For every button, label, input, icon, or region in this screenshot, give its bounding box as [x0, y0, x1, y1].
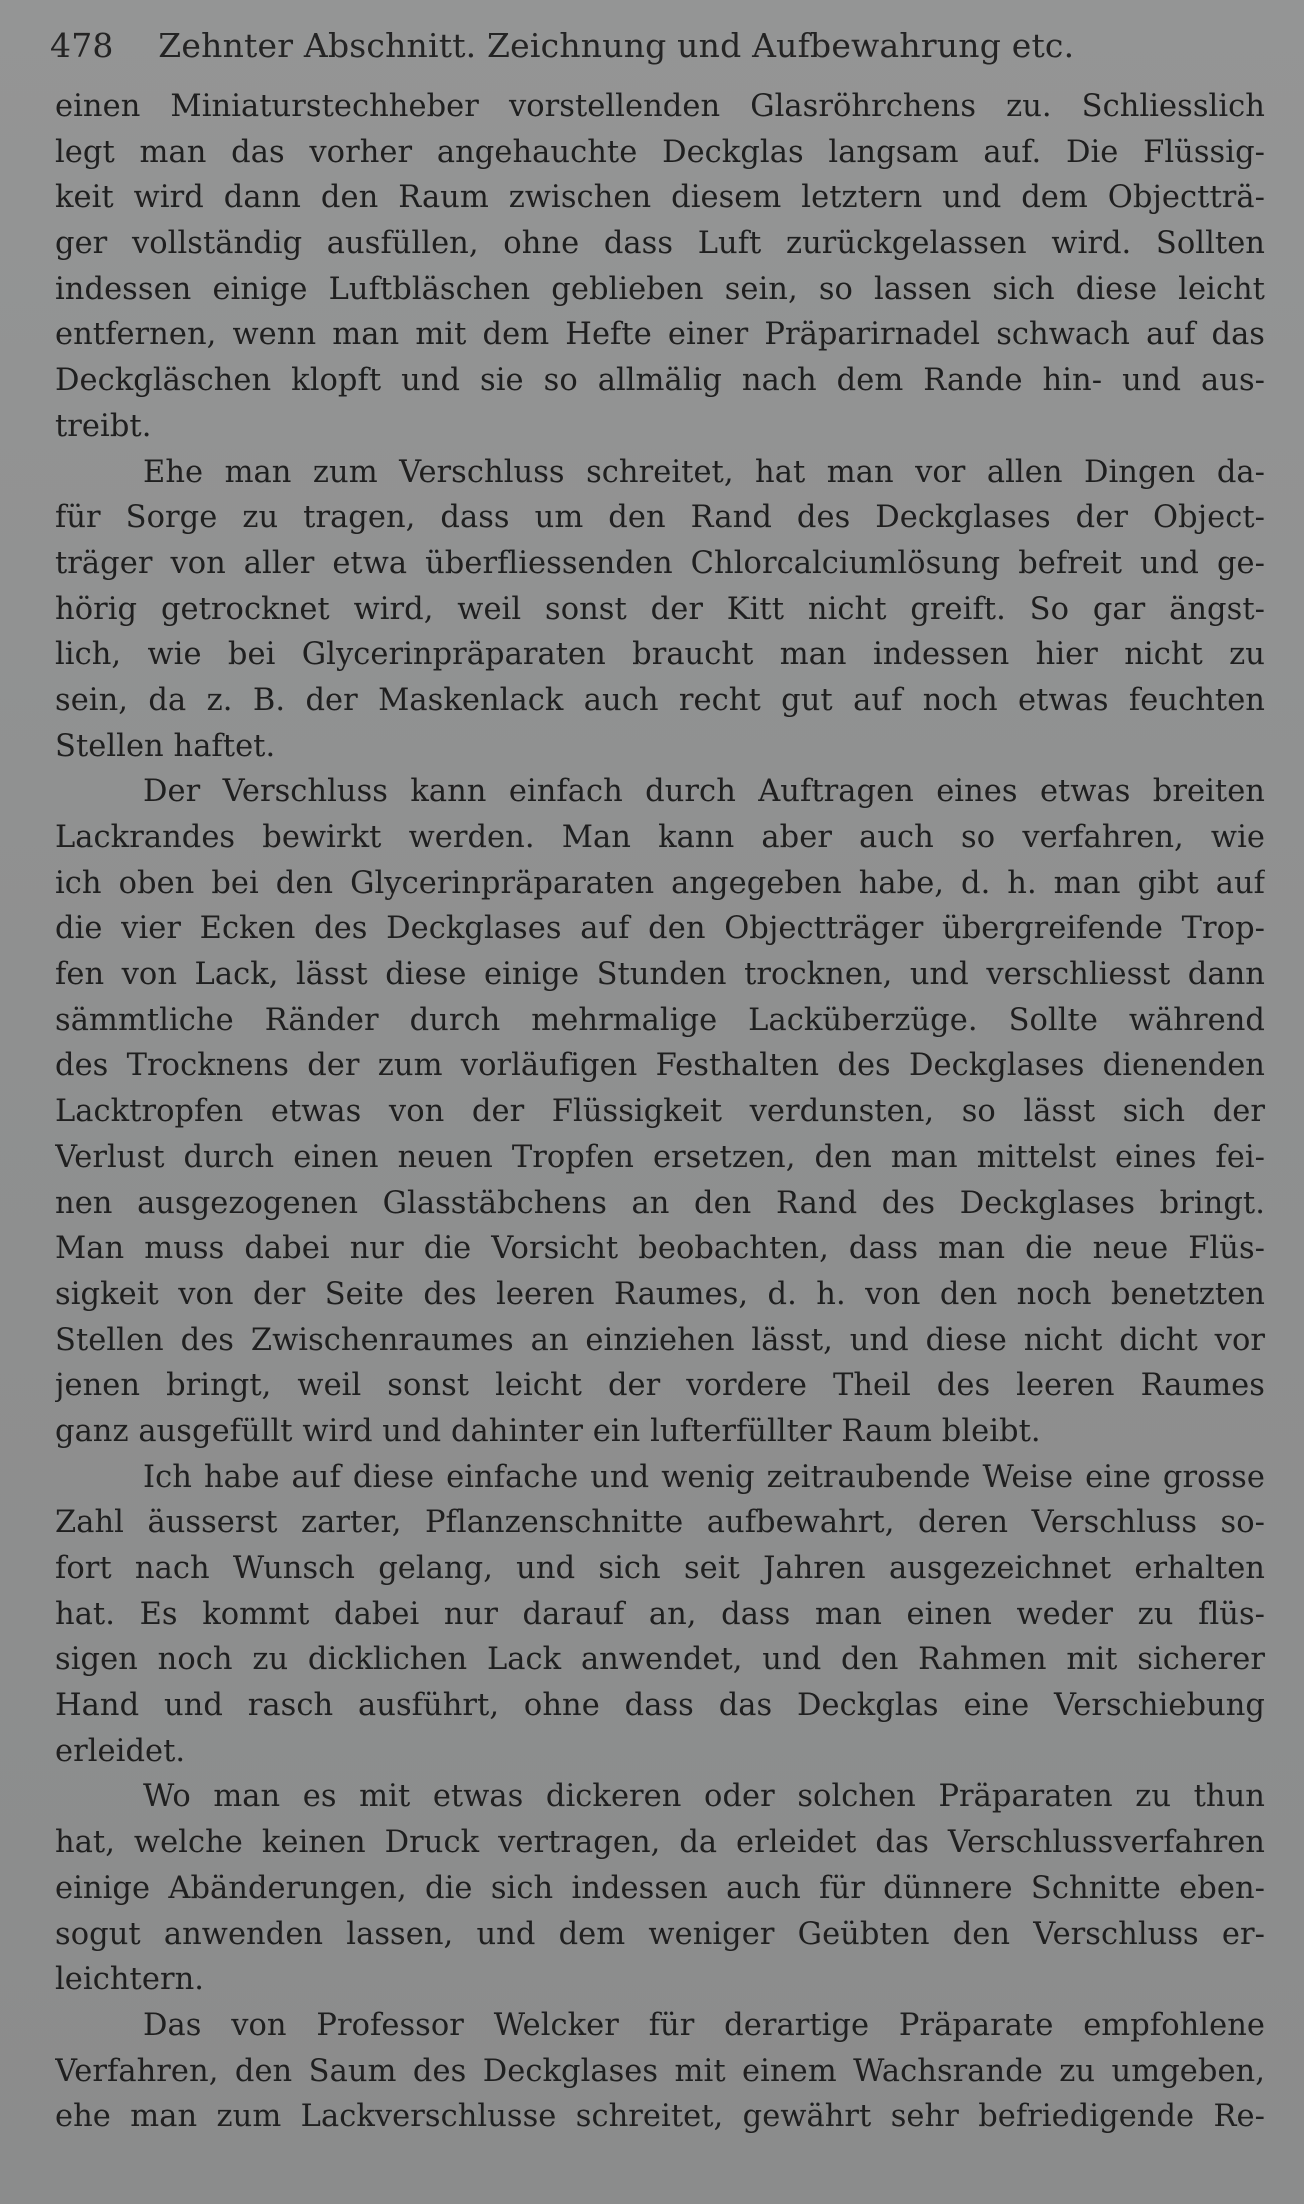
- text-line: ich oben bei den Glycerinpräparaten angegeben habe, d. h. man gibt auf: [55, 865, 1265, 901]
- text-line: treibt.: [55, 408, 152, 444]
- text-line: die vier Ecken des Deckglases auf den Objectträger übergreifende Trop-: [55, 911, 1265, 947]
- text-line: nen ausgezogenen Glasstäbchens an den Rand des Deckglases bringt.: [55, 1185, 1265, 1221]
- text-line: ehe man zum Lackverschlusse schreitet, gewährt sehr befriedigende Re-: [55, 2099, 1265, 2135]
- body-text: [55, 84, 1265, 2140]
- text-line: Verfahren, den Saum des Deckglases mit einem Wachsrande zu umgeben,: [55, 2053, 1265, 2089]
- text-line: fort nach Wunsch gelang, und sich seit Jahren ausgezeichnet erhalten: [55, 1551, 1265, 1586]
- text-line: träger von aller etwa überfliessenden Chlorcalciumlösung befreit und ge-: [55, 545, 1265, 581]
- text-line: indessen einige Luftbläschen geblieben sein, so lassen sich diese leicht: [55, 271, 1265, 307]
- text-line: sigen noch zu dicklichen Lack anwendet, und den Rahmen mit sicherer: [55, 1642, 1265, 1678]
- page-number: 478: [50, 26, 114, 65]
- text-line: lich, wie bei Glycerinpräparaten braucht man indessen hier nicht zu: [55, 637, 1265, 673]
- text-line: Deckgläschen klopft und sie so allmälig nach dem Rande hin- und aus-: [55, 363, 1265, 399]
- running-head: Zehnter Abschnitt. Zeichnung und Aufbewahrung etc.: [158, 26, 1075, 65]
- text-line: hörig getrocknet wird, weil sonst der Kitt nicht greift. So gar ängst-: [55, 591, 1265, 627]
- text-line: Zahl äusserst zarter, Pflanzenschnitte aufbewahrt, deren Verschluss so-: [55, 1505, 1265, 1541]
- paragraph: [55, 769, 1265, 1454]
- text-line: Verlust durch einen neuen Tropfen ersetzen, den man mittelst eines fei-: [55, 1139, 1265, 1175]
- text-line: hat, welche keinen Druck vertragen, da erleidet das Verschlussverfahren: [55, 1825, 1265, 1861]
- paragraph: [55, 450, 1265, 770]
- text-line: leichtern.: [55, 1962, 205, 1998]
- text-line: sigkeit von der Seite des leeren Raumes, d. h. von den noch benetzten: [55, 1276, 1265, 1312]
- paragraph: [55, 2003, 1265, 2140]
- text-line: sogut anwenden lassen, und dem weniger Geübten den Verschluss er-: [55, 1916, 1265, 1952]
- text-line: keit wird dann den Raum zwischen diesem letztern und dem Objectträ-: [55, 180, 1265, 216]
- text-line: des Trocknens der zum vorläufigen Festhalten des Deckglases dienenden: [55, 1048, 1265, 1084]
- text-line: hat. Es kommt dabei nur darauf an, dass man einen weder zu flüs-: [55, 1596, 1265, 1632]
- text-line: ganz ausgefüllt wird und dahinter ein lufterfüllter Raum bleibt.: [55, 1413, 1041, 1449]
- text-line: einen Miniaturstechheber vorstellenden Glasröhrchens zu. Schliesslich: [55, 89, 1265, 124]
- text-line: Ich habe auf diese einfache und wenig zeitraubende Weise eine grosse: [143, 1459, 1265, 1495]
- text-line: einige Abänderungen, die sich indessen auch für dünnere Schnitte eben-: [55, 1870, 1265, 1906]
- text-line: Lackrandes bewirkt werden. Man kann aber auch so verfahren, wie: [55, 820, 1265, 855]
- text-line: sämmtliche Ränder durch mehrmalige Lacküberzüge. Sollte während: [55, 1002, 1265, 1038]
- text-line: Wo man es mit etwas dickeren oder solchen Präparaten zu thun: [143, 1779, 1265, 1815]
- text-line: Lacktropfen etwas von der Flüssigkeit verdunsten, so lässt sich der: [55, 1094, 1265, 1130]
- page-header: [50, 26, 1270, 78]
- text-line: erleidet.: [55, 1733, 186, 1769]
- text-line: Stellen des Zwischenraumes an einziehen lässt, und diese nicht dicht vor: [55, 1322, 1265, 1358]
- text-line: Das von Professor Welcker für derartige Präparate empfohlene: [143, 2007, 1265, 2043]
- paragraph: [55, 84, 1265, 450]
- text-line: fen von Lack, lässt diese einige Stunden trocknen, und verschliesst dann: [55, 957, 1265, 993]
- text-line: jenen bringt, weil sonst leicht der vordere Theil des leeren Raumes: [55, 1368, 1265, 1404]
- text-line: entfernen, wenn man mit dem Hefte einer Präparirnadel schwach auf das: [55, 317, 1265, 353]
- text-line: ger vollständig ausfüllen, ohne dass Luft zurückgelassen wird. Sollten: [55, 226, 1265, 262]
- text-line: Der Verschluss kann einfach durch Auftragen eines etwas breiten: [143, 774, 1265, 810]
- text-line: für Sorge zu tragen, dass um den Rand des Deckglases der Object-: [55, 500, 1265, 536]
- text-line: Stellen haftet.: [55, 728, 276, 764]
- paragraph: [55, 1774, 1265, 2002]
- text-line: Man muss dabei nur die Vorsicht beobachten, dass man die neue Flüs-: [55, 1231, 1265, 1267]
- paragraph: [55, 1455, 1265, 1775]
- text-line: sein, da z. B. der Maskenlack auch recht gut auf noch etwas feuchten: [55, 682, 1265, 718]
- text-line: legt man das vorher angehauchte Deckglas langsam auf. Die Flüssig-: [55, 134, 1265, 170]
- text-line: Hand und rasch ausführt, ohne dass das Deckglas eine Verschiebung: [55, 1688, 1265, 1724]
- text-line: Ehe man zum Verschluss schreitet, hat man vor allen Dingen da-: [143, 454, 1265, 490]
